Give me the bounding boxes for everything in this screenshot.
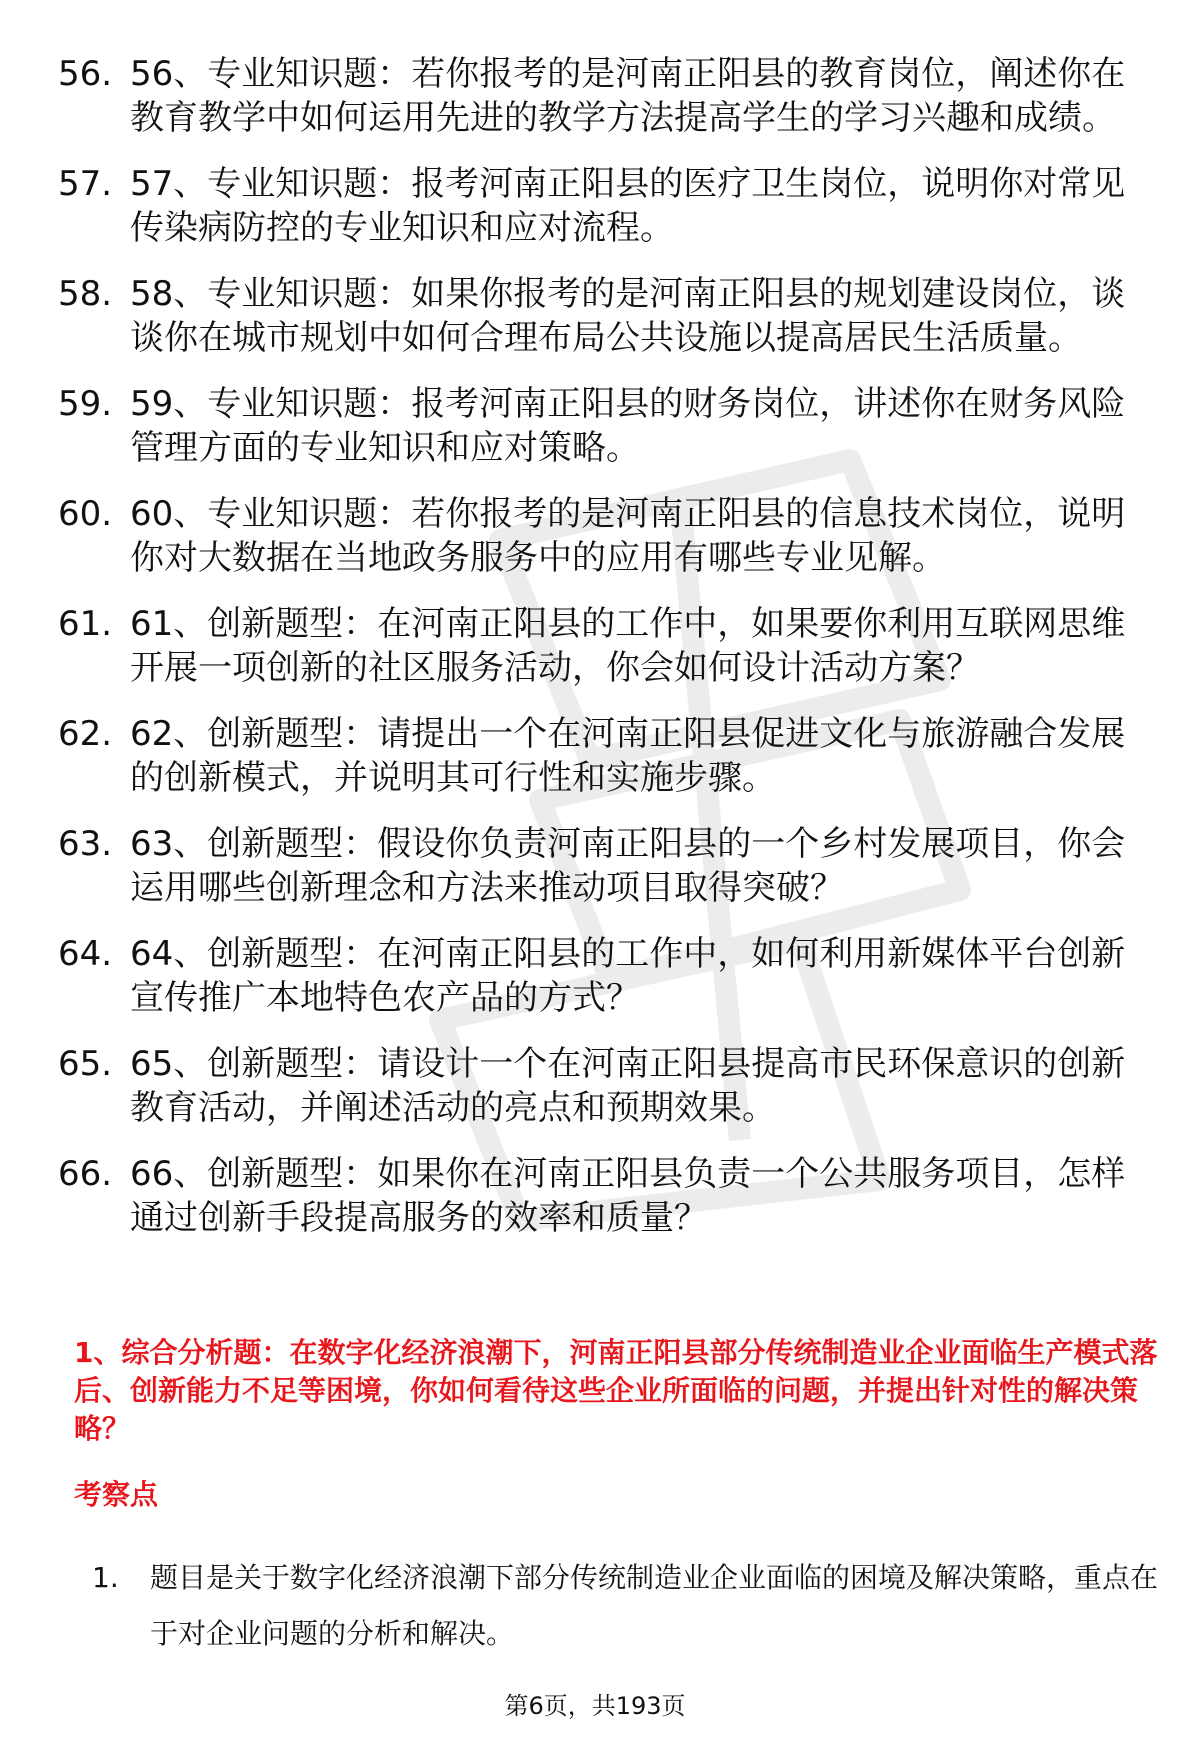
list-item-number: 63.: [58, 824, 113, 864]
list-item-number: 61.: [58, 604, 113, 644]
list-item-text: 57、专业知识题：报考河南正阳县的医疗卫生岗位，说明你对常见传染病防控的专业知识和应对流程。: [130, 164, 1126, 248]
list-item: [58, 382, 1158, 470]
list-item: [58, 1042, 1158, 1130]
list-item-text: 65、创新题型：请设计一个在河南正阳县提高市民环保意识的创新教育活动，并阐述活动的亮点和预期效果。: [130, 1044, 1126, 1128]
list-item-text: 61、创新题型：在河南正阳县的工作中，如果要你利用互联网思维开展一项创新的社区服务活动，你会如何设计活动方案？: [130, 604, 1126, 688]
analysis-section: [74, 1334, 1164, 1662]
point-text: 题目是关于数字化经济浪潮下部分传统制造业企业面临的困境及解决策略，重点在于对企业问题的分析和解决。: [150, 1561, 1159, 1650]
section-title: 1、综合分析题：在数字化经济浪潮下，河南正阳县部分传统制造业企业面临生产模式落后、创新能力不足等困境，你如何看待这些企业所面临的问题，并提出针对性的解决策略？: [74, 1336, 1158, 1445]
list-item-number: 57.: [58, 164, 113, 204]
list-item-text: 66、创新题型：如果你在河南正阳县负责一个公共服务项目，怎样通过创新手段提高服务的效率和质量？: [130, 1154, 1126, 1238]
list-item-text: 62、创新题型：请提出一个在河南正阳县促进文化与旅游融合发展的创新模式，并说明其可行性和实施步骤。: [130, 714, 1126, 798]
list-item-text: 58、专业知识题：如果你报考的是河南正阳县的规划建设岗位，谈谈你在城市规划中如何合理布局公共设施以提高居民生活质量。: [130, 274, 1126, 358]
list-item-text: 56、专业知识题：若你报考的是河南正阳县的教育岗位，阐述你在教育教学中如何运用先进的教学方法提高学生的学习兴趣和成绩。: [130, 54, 1126, 138]
list-item: [58, 932, 1158, 1020]
list-item: [58, 1152, 1158, 1240]
list-item: [74, 1550, 1164, 1662]
question-list: [58, 52, 1158, 1262]
page-footer: 第6页，共193页: [504, 1692, 686, 1720]
list-item-number: 60.: [58, 494, 113, 534]
list-item-number: 59.: [58, 384, 113, 424]
list-item-number: 62.: [58, 714, 113, 754]
list-item-number: 65.: [58, 1044, 113, 1084]
list-item: [58, 492, 1158, 580]
list-item: [58, 272, 1158, 360]
point-number: 1.: [92, 1561, 119, 1594]
list-item: [58, 162, 1158, 250]
section-subheading: 考察点: [74, 1478, 159, 1511]
list-item: [58, 602, 1158, 690]
list-item: [58, 822, 1158, 910]
list-item: [58, 712, 1158, 800]
list-item: [58, 52, 1158, 140]
list-item-number: 58.: [58, 274, 113, 314]
list-item-text: 63、创新题型：假设你负责河南正阳县的一个乡村发展项目，你会运用哪些创新理念和方法来推动项目取得突破？: [130, 824, 1126, 908]
list-item-number: 56.: [58, 54, 113, 94]
list-item-number: 66.: [58, 1154, 113, 1194]
list-item-number: 64.: [58, 934, 113, 974]
list-item-text: 60、专业知识题：若你报考的是河南正阳县的信息技术岗位，说明你对大数据在当地政务服务中的应用有哪些专业见解。: [130, 494, 1126, 578]
point-list: [74, 1550, 1164, 1662]
list-item-text: 64、创新题型：在河南正阳县的工作中，如何利用新媒体平台创新宣传推广本地特色农产品的方式？: [130, 934, 1126, 1018]
list-item-text: 59、专业知识题：报考河南正阳县的财务岗位，讲述你在财务风险管理方面的专业知识和应对策略。: [130, 384, 1126, 468]
